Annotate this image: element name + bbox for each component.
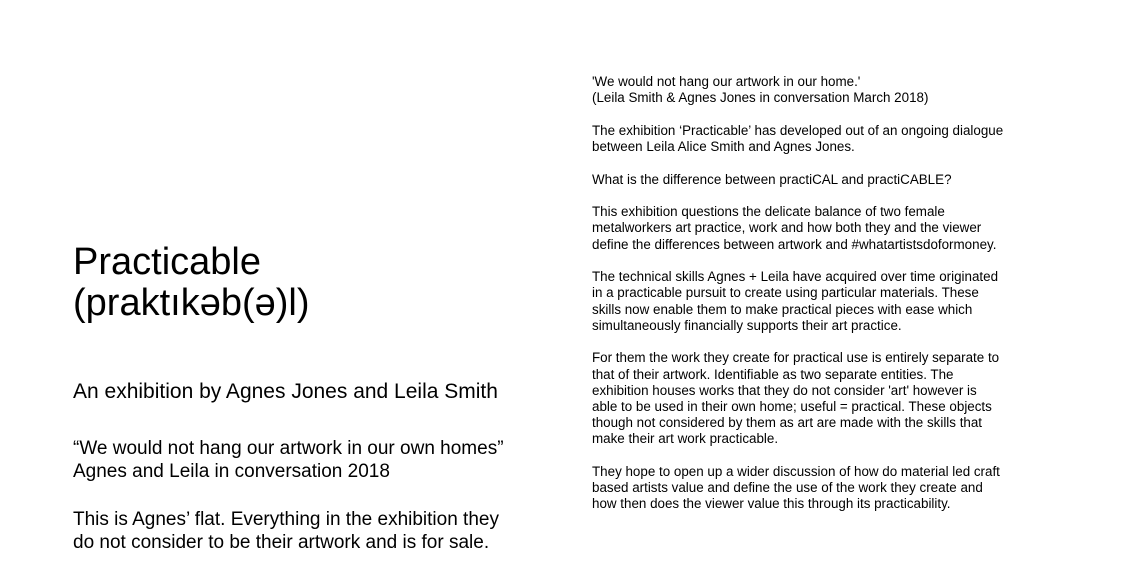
paragraph-line: They hope to open up a wider discussion of how do material led craft [592,464,1000,479]
paragraph-line: make their art work practicable. [592,431,779,447]
paragraph-line: metalworkers art practice, work and how both they and the viewer [592,220,982,236]
paragraph-line: What is the difference between practiCAL and practiCABLE? [592,171,952,187]
sale-note-line-1: This is Agnes’ flat. Everything in the exhibition they [73,509,499,530]
paragraph-line: exhibition houses works that they do not consider 'art' however is [592,382,977,398]
paragraph-line: (Leila Smith & Agnes Jones in conversation March 2018) [592,90,929,106]
paragraph-line: that of their artwork. Identifiable as two separate entities. The [592,366,954,382]
paragraph-line: able to be used in their own home; useful = practical. These objects [592,399,992,414]
intro-paragraph [592,123,1132,155]
paragraph-line: in a practicable pursuit to create using particular materials. These [592,285,979,301]
paragraph-line: The exhibition ‘Practicable’ has developed out of an ongoing dialogue [592,122,1004,138]
paragraph-line: The technical skills Agnes + Leila have acquired over time originated [592,269,999,285]
quote-attribution: Agnes and Leila in conversation 2018 [73,461,390,482]
paragraph-line: based artists value and define the use of the work they create and [592,480,983,496]
epigraph-paragraph [592,74,1132,106]
paragraph-line: 'We would not hang our artwork in our home.' [592,74,861,89]
paragraph-line: This exhibition questions the delicate balance of two female [592,204,945,220]
paragraph-line: For them the work they create for practical use is entirely separate to [592,350,1000,366]
separation-paragraph [592,350,1132,447]
paragraph-line: define the differences between artwork and #whatartistsdoformoney. [592,236,997,252]
sale-note [73,508,499,554]
quote-text: “We would not hang our artwork in our own homes” [73,438,504,459]
paragraph-line: skills now enable them to make practical pieces with ease which [592,301,973,317]
balance-paragraph [592,204,1132,253]
title-word: Practicable [73,241,261,283]
title-pronunciation: (praktıkəb(ə)l) [73,282,310,324]
paragraph-line: between Leila Alice Smith and Agnes Jones. [592,139,855,154]
paragraph-line: though not considered by them as art are made with the skills that [592,415,983,431]
exhibition-subtitle: An exhibition by Agnes Jones and Leila Smith [73,380,498,403]
artists-quote [73,437,504,483]
right-column [592,74,1132,529]
sale-note-line-2: do not consider to be their artwork and is for sale. [73,532,490,553]
question-paragraph [592,172,1132,188]
exhibition-title [73,242,310,324]
paragraph-line: simultaneously financially supports their art practice. [592,317,902,333]
discussion-paragraph [592,464,1132,513]
skills-paragraph [592,269,1132,334]
paragraph-line: how then does the viewer value this through its practicability. [592,496,951,512]
